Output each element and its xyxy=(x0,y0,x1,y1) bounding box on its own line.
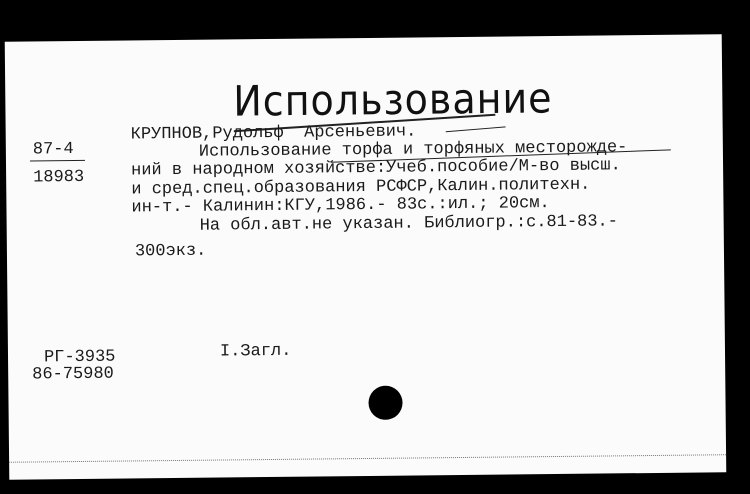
catalog-card xyxy=(5,34,727,479)
entry-line-5: ин-т.- Калинин:КГУ,1986.- 83с.:ил.; 20см. xyxy=(131,194,550,218)
pencil-mark xyxy=(446,126,506,132)
entry-line-2: Использование торфа и торфяных месторожде- xyxy=(198,138,628,162)
accession-number: 18983 xyxy=(33,167,85,188)
punch-hole xyxy=(368,386,402,420)
entry-line-1: КРУПНОВ,Рудольф Арсеньевич. xyxy=(130,122,417,145)
handwritten-heading: Использование xyxy=(233,73,553,126)
call-number-underline xyxy=(30,160,85,162)
tracing: I.Загл. xyxy=(219,341,292,362)
bottom-code-2: 86-75980 xyxy=(32,364,114,385)
bottom-code-1: РГ-3935 xyxy=(43,347,116,368)
entry-line-4: и сред.спец.образования РСФСР,Калин.политехн. xyxy=(131,175,591,200)
entry-line-6: На обл.авт.не указан. Библиогр.:с.81-83.- xyxy=(199,212,619,236)
bottom-edge-line xyxy=(9,454,726,463)
call-number: 87-4 xyxy=(32,140,74,160)
entry-line-7: 300экз. xyxy=(134,241,207,262)
entry-line-3: ний в народном хозяйстве:Учеб.пособие/М-во высш. xyxy=(130,156,621,181)
